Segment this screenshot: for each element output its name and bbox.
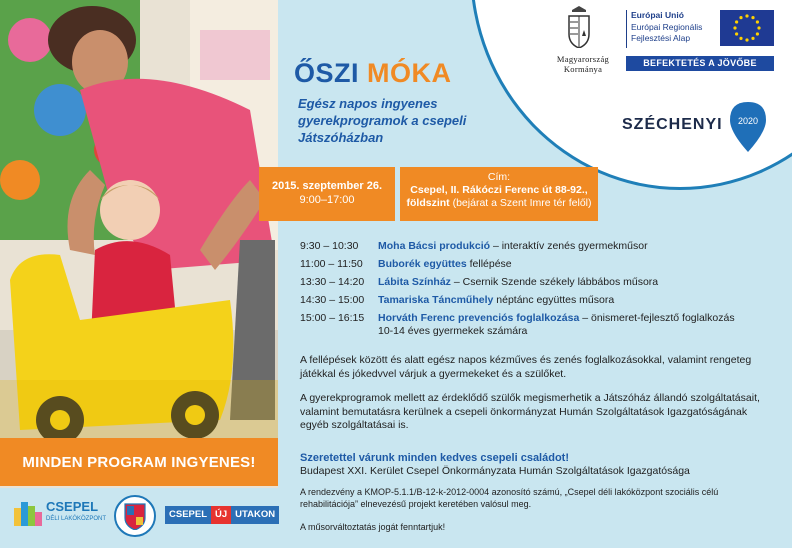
schedule-time: 9:30 – 10:30	[300, 240, 359, 252]
photo-playroom	[0, 0, 278, 488]
uj-utakon-part2: ÚJ	[211, 506, 231, 524]
event-date: 2015. szeptember 26.	[271, 180, 383, 192]
hungarian-crest-icon	[566, 6, 592, 48]
eu-flag-icon	[720, 10, 774, 46]
schedule-title: Horváth Ferenc prevenciós foglalkozása	[378, 312, 580, 324]
invest-future-badge: BEFEKTETÉS A JÖVŐBE	[626, 56, 774, 71]
eu-line1: Európai Unió	[631, 10, 684, 20]
program-schedule	[300, 240, 740, 343]
schedule-desc: – önismeret-fejlesztő foglalkozás 10-14 éves gyermekek számára	[378, 312, 735, 337]
szechenyi-2020-pin-icon	[730, 102, 766, 152]
uj-utakon-part3: UTAKON	[231, 506, 279, 524]
csepel-deli-logo	[14, 500, 106, 526]
schedule-row	[300, 312, 740, 338]
hu-gov-line1: Magyarország	[556, 54, 610, 64]
subtitle: Egész napos ingyenes gyerekprogramok a csepeli Játszóházban	[298, 96, 467, 145]
photo-illustration	[0, 0, 278, 488]
schedule-desc: fellépése	[466, 258, 512, 270]
schedule-time: 13:30 – 14:20	[300, 276, 365, 288]
project-text: A rendezvény a KMOP-5.1.1/B-12-k-2012-0004 azonosító számú, „Csepel déli lakóközpont szociális célú rehabilitációja” elnevezésű projekt keretében valósul meg.	[300, 487, 719, 509]
schedule-title: Moha Bácsi produkció	[378, 240, 491, 252]
address-floor: földszint	[406, 197, 450, 209]
title-word-2: MÓKA	[367, 58, 452, 88]
address-box	[400, 167, 598, 221]
uj-utakon-part1: CSEPEL	[165, 506, 211, 524]
schedule-row	[300, 240, 740, 253]
building-blocks-icon	[14, 500, 42, 526]
address-label: Cím:	[487, 171, 511, 183]
schedule-row	[300, 258, 740, 271]
eu-line2: Európai Regionális	[631, 21, 703, 32]
csepel-logo-sub: DÉLI LAKÓKÖZPONT	[46, 516, 107, 522]
schedule-desc: néptánc együttes műsora	[493, 294, 615, 306]
page-title	[294, 58, 452, 89]
schedule-title: Lábita Színház	[378, 276, 451, 288]
title-word-1: ŐSZI	[294, 58, 360, 88]
szechenyi-logo-text: SZÉCHENYI	[622, 116, 723, 133]
paragraph-activities: A fellépések között és alatt egész napos kézműves és zenés foglalkozásokkal, valamint rengeteg játékkal és jókedvvel várjuk a gyermekeket és a szülőket.	[300, 354, 752, 380]
csepel-uj-utakon-logo	[165, 506, 279, 524]
free-program-banner: MINDEN PROGRAM INGYENES!	[0, 438, 278, 486]
schedule-title: Buborék együttes	[378, 258, 467, 270]
schedule-time: 14:30 – 15:00	[300, 294, 365, 306]
address-main: Csepel, II. Rákóczi Ferenc út 88-92.,	[410, 184, 588, 196]
hu-gov-line2: Kormánya	[563, 64, 603, 74]
event-time: 9:00–17:00	[299, 194, 355, 206]
welcome-text: Szeretettel várunk minden kedves csepeli családot!	[300, 452, 570, 464]
schedule-time: 11:00 – 11:50	[300, 258, 363, 270]
schedule-time: 15:00 – 16:15	[300, 312, 365, 324]
schedule-row	[300, 276, 740, 289]
municipality-seal-icon	[114, 495, 156, 537]
schedule-desc: – interaktív zenés gyermekműsor	[490, 240, 648, 252]
date-box	[259, 167, 395, 221]
csepel-logo-text: CSEPEL	[46, 499, 99, 514]
seal-shield-icon	[123, 502, 147, 530]
paragraph-services: A gyerekprogramok mellett az érdeklődő szülők megismerhetik a Játszóház állandó szolgáltatásait, valamint bemutatásra kerülnek a csepeli önkormányzat Humán Szolgáltatások Igazgatóságának egyéb szolgáltatásai is.	[300, 392, 760, 431]
address-note: (bejárat a Szent Imre tér felől)	[452, 197, 592, 209]
schedule-row	[300, 294, 740, 307]
notice-text: A műsorváltoztatás jogát fenntartjuk!	[300, 522, 446, 532]
schedule-title: Tamariska Táncműhely	[378, 294, 494, 306]
schedule-desc: – Csernik Szende székely lábbábos műsora	[450, 276, 659, 288]
hungarian-government-label	[543, 54, 623, 74]
eu-fund-label	[626, 10, 718, 48]
organizer-text: Budapest XXI. Kerület Csepel Önkormányzata Humán Szolgáltatások Igazgatósága	[300, 465, 690, 477]
szechenyi-year: 2020	[737, 116, 759, 126]
eu-line3: Fejlesztési Alap	[631, 33, 691, 43]
